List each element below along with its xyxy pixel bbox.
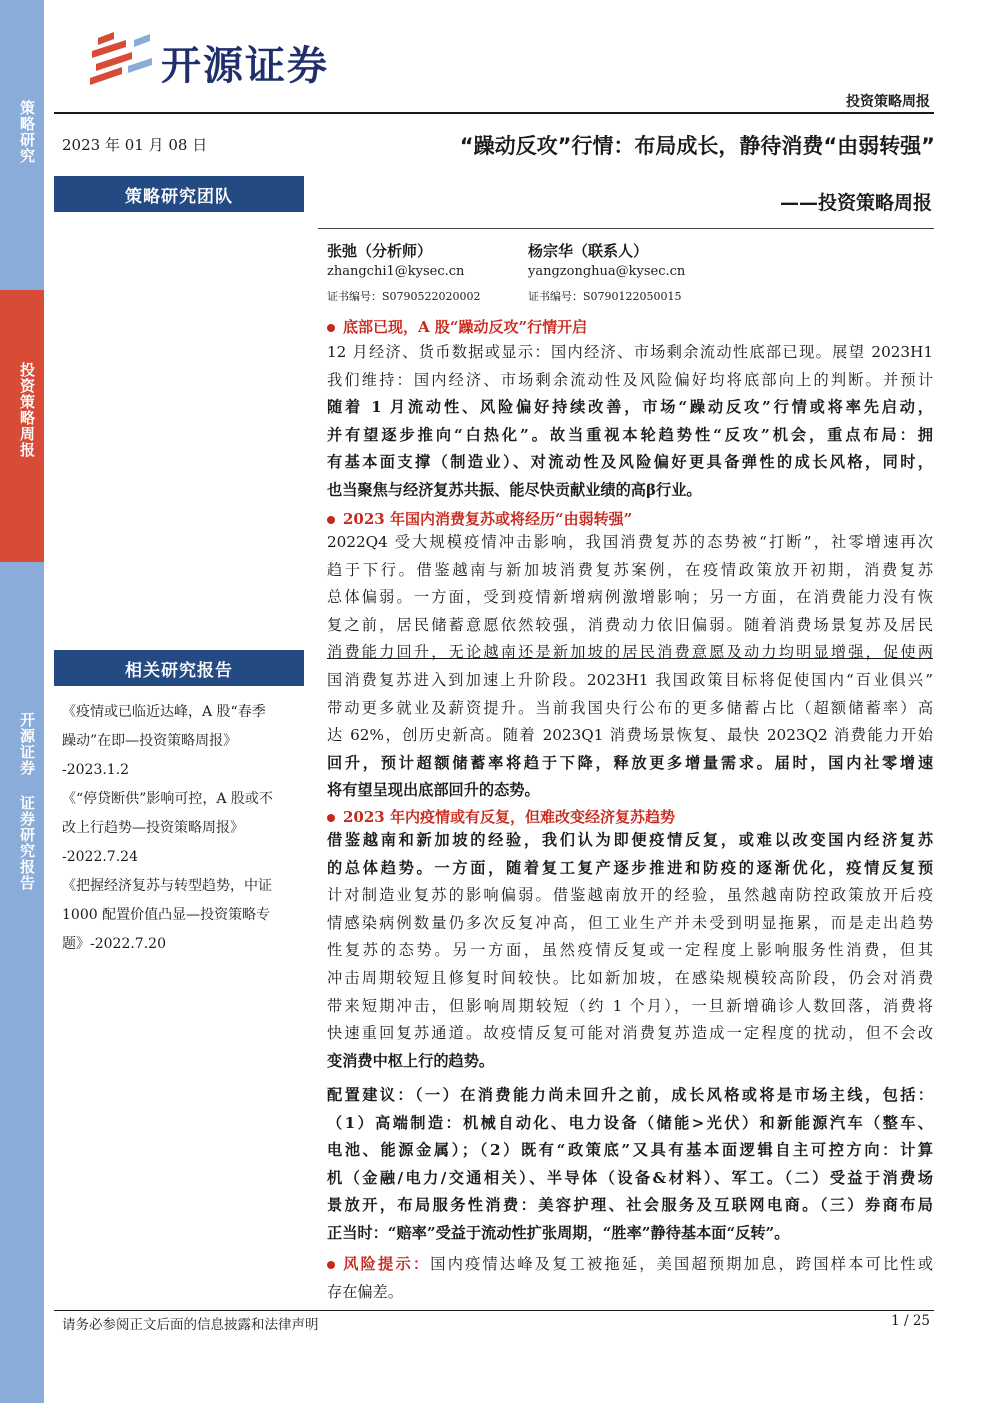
body-line: 我们维持：国内经济、市场剩余流动性及风险偏好均将底部向上的判断。并预计 bbox=[327, 370, 933, 389]
title-divider bbox=[318, 228, 934, 229]
analyst-1-cert: 证书编号：S0790522020002 bbox=[327, 290, 481, 303]
risk-line-2: 存在偏差。 bbox=[327, 1282, 403, 1301]
section-2-heading: 2023 年国内消费复苏或将经历“由弱转强” bbox=[327, 508, 632, 529]
header-divider bbox=[54, 112, 934, 114]
body-line: 借鉴越南和新加坡的经验，我们认为即便疫情反复，或难以改变国内经济复苏 bbox=[327, 831, 933, 849]
related-line[interactable]: 《疫情或已临近达峰，A 股“春季 bbox=[62, 704, 266, 720]
body-line: 也当聚焦与经济复苏共振、能尽快贡献业绩的高β行业。 bbox=[327, 480, 702, 499]
body-line: 变消费中枢上行的趋势。 bbox=[327, 1051, 495, 1070]
related-line[interactable]: 躁动”在即—投资策略周报》 bbox=[62, 733, 238, 749]
related-line: 题》-2022.7.20 bbox=[62, 936, 166, 952]
bullet-dot-icon bbox=[327, 814, 335, 822]
section-1-heading: 底部已现，A 股“躁动反攻”行情开启 bbox=[327, 316, 587, 337]
body-line: 冲击周期较短且修复时间较快。比如新加坡，在感染规模较高阶段，仍会对消费 bbox=[327, 968, 933, 987]
body-line: 情感染病例数量仍多次反复冲高，但工业生产并未受到明显拖累，而是走出趋势 bbox=[327, 913, 933, 932]
page-number: 1 / 25 bbox=[891, 1313, 930, 1329]
logo-mark-icon bbox=[86, 28, 156, 88]
section-2-body bbox=[327, 529, 933, 805]
body-line: 带动更多就业及薪资提升。当前我国央行公布的更多储蓄占比（超额储蓄率）高 bbox=[327, 698, 933, 717]
related-line[interactable]: 《把握经济复苏与转型趋势，中证 bbox=[62, 878, 272, 894]
body-line: 性复苏的态势。另一方面，虽然疫情反复或一定程度上影响服务性消费，但其 bbox=[327, 941, 933, 960]
body-line: 2022Q4 受大规模疫情冲击影响，我国消费复苏的态势被“打断”，社零增速再次 bbox=[327, 533, 933, 551]
analyst-2-email[interactable]: yangzonghua@kysec.cn bbox=[528, 264, 686, 279]
body-line: 电池、能源金属）；（2）既有“政策底”又具有基本面逻辑自主可控方向：计算 bbox=[327, 1141, 933, 1160]
section-3-body bbox=[327, 827, 933, 1075]
related-banner: 相关研究报告 bbox=[54, 650, 304, 686]
body-line: 配置建议：（一）在消费能力尚未回升之前，成长风格或将是市场主线，包括： bbox=[327, 1086, 933, 1104]
body-line: 带来短期冲击，但影响周期较短（约 1 个月），一旦新增确诊人数回落，消费将 bbox=[327, 996, 933, 1015]
body-line: 随着 1 月流动性、风险偏好持续改善，市场“躁动反攻”行情或将率先启动， bbox=[327, 398, 933, 417]
related-line[interactable]: 改上行趋势—投资策略周报》 bbox=[62, 820, 244, 836]
team-banner: 策略研究团队 bbox=[54, 176, 304, 212]
body-line: （1）高端制造：机械自动化、电力设备（储能>光伏）和新能源汽车（整车、 bbox=[327, 1113, 933, 1132]
section-1-body bbox=[327, 339, 933, 505]
brand-name: 开源证券 bbox=[161, 43, 329, 89]
report-type-label: 投资策略周报 bbox=[846, 94, 930, 110]
related-reports-list bbox=[62, 698, 318, 959]
brand-logo bbox=[86, 28, 386, 88]
analyst-2-cert: 证书编号：S0790122050015 bbox=[528, 290, 682, 303]
analyst-1-email[interactable]: zhangchi1@kysec.cn bbox=[327, 264, 465, 279]
body-line: 景放开，布局服务性消费：美容护理、社会服务及互联网电商。（三）券商布局 bbox=[327, 1196, 933, 1215]
body-line: 回升，预计超额储蓄率将趋于下降，释放更多增量需求。届时，国内社零增速 bbox=[327, 753, 933, 772]
body-line: 将有望呈现出底部回升的态势。 bbox=[327, 781, 540, 800]
bullet-dot-icon bbox=[327, 324, 335, 332]
body-line: 计对制造业复苏的影响偏弱。借鉴越南放开的经验，虽然越南防控政策放开后疫 bbox=[327, 886, 933, 905]
report-subtitle: ——投资策略周报 bbox=[779, 192, 932, 214]
body-line: 达 62%，创历史新高。随着 2023Q1 消费场景恢复、最快 2023Q2 消费能力开始 bbox=[327, 726, 933, 745]
side-label-weekly: 投资策略周报 bbox=[18, 362, 36, 458]
body-line: 消费能力回升，无论越南还是新加坡的居民消费意愿及动力均明显增强，促使两 bbox=[327, 643, 933, 662]
related-line: -2022.7.24 bbox=[62, 849, 138, 865]
body-line: 有基本面支撑（制造业）、对流动性及风险偏好更具备弹性的成长风格，同时， bbox=[327, 453, 933, 472]
body-line: 趋于下行。借鉴越南与新加坡消费复苏案例，在疫情政策放开初期，消费复苏 bbox=[327, 560, 933, 579]
related-line: -2023.1.2 bbox=[62, 762, 130, 778]
risk-warning bbox=[327, 1251, 933, 1306]
body-line: 国消费复苏进入到加速上升阶段。2023H1 我国政策目标将促使国内“百业俱兴” bbox=[327, 670, 933, 689]
related-line[interactable]: 《“停贷断供”影响可控，A 股或不 bbox=[62, 791, 273, 807]
allocation-advice bbox=[327, 1082, 933, 1248]
risk-line bbox=[327, 1251, 933, 1279]
related-line[interactable]: 1000 配置价值凸显—投资策略专 bbox=[62, 907, 271, 923]
body-line: 的总体趋势。一方面，随着复工复产逐步推进和防疫的逐渐优化，疫情反复预 bbox=[327, 858, 933, 877]
body-line: 总体偏弱。一方面，受到疫情新增病例激增影响；另一方面，在消费能力没有恢 bbox=[327, 588, 933, 607]
footer-divider bbox=[54, 1310, 934, 1311]
side-label-strategy: 策略研究 bbox=[18, 100, 36, 164]
body-line: 12 月经济、货币数据或显示：国内经济、市场剩余流动性底部已现。展望 2023H1 bbox=[327, 343, 933, 361]
footer-disclaimer: 请务必参阅正文后面的信息披露和法律声明 bbox=[62, 1317, 319, 1333]
body-line: 正当时：“赔率”受益于流动性扩张周期，“胜率”静待基本面“反转”。 bbox=[327, 1223, 790, 1242]
report-date: 2023 年 01 月 08 日 bbox=[62, 136, 208, 154]
bullet-dot-icon bbox=[327, 516, 335, 524]
body-line: 并有望逐步推向“白热化”。故当重视本轮趋势性“反攻”机会，重点布局：拥 bbox=[327, 425, 933, 444]
risk-text: 国内疫情达峰及复工被拖延，美国超预期加息，跨国样本可比性或 bbox=[430, 1255, 933, 1273]
analyst-1-name: 张弛（分析师） bbox=[327, 242, 433, 260]
side-band bbox=[0, 0, 44, 1403]
body-line: 快速重回复苏通道。故疫情反复可能对消费复苏造成一定程度的扰动，但不会改 bbox=[327, 1024, 933, 1043]
body-line: 复之前，居民储蓄意愿依然较强，消费动力依旧偏弱。随着消费场景复苏及居民 bbox=[327, 615, 933, 634]
side-label-brand: 开源证券 证券研究报告 bbox=[18, 712, 36, 891]
bullet-dot-icon bbox=[327, 1261, 335, 1269]
risk-label: 风险提示： bbox=[341, 1255, 431, 1273]
body-line: 机（金融/电力/交通相关）、半导体（设备&材料）、军工。（二）受益于消费场 bbox=[327, 1168, 933, 1187]
section-3-heading: 2023 年内疫情或有反复，但难改变经济复苏趋势 bbox=[327, 806, 675, 827]
analyst-2-name: 杨宗华（联系人） bbox=[528, 242, 649, 260]
report-title: “躁动反攻”行情：布局成长，静待消费“由弱转强” bbox=[459, 134, 935, 158]
